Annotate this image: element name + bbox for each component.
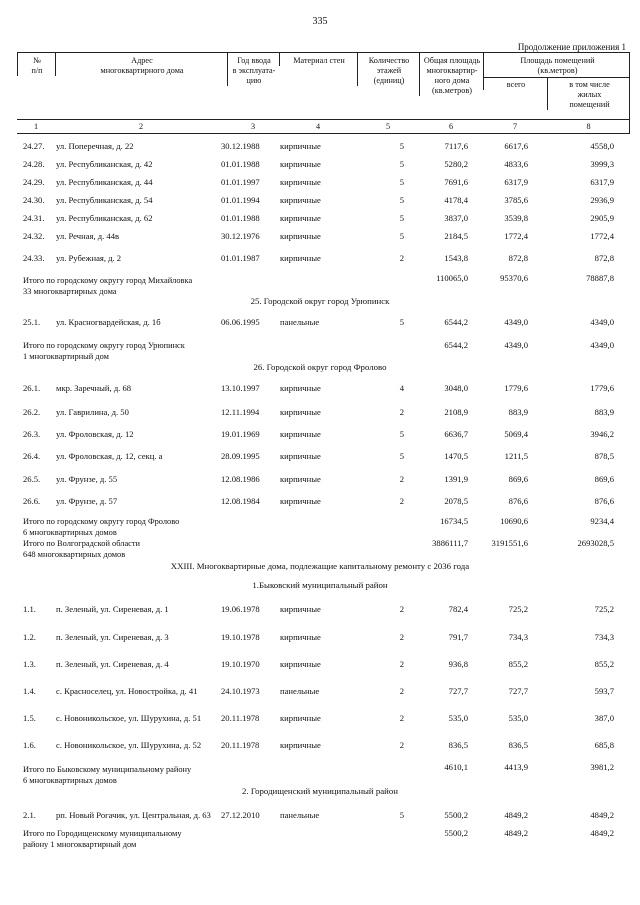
row-number: 24.29. — [23, 177, 45, 187]
row-number: 1.3. — [23, 659, 36, 669]
row-material: кирпичные — [280, 253, 321, 263]
row-total-area: 535,0 — [448, 713, 468, 723]
row-premises-living: 1772,4 — [590, 231, 614, 241]
row-address: ул. Гаврилина, д. 50 — [56, 407, 129, 417]
total-count: 33 многоквартирных дома — [23, 287, 117, 296]
row-address: рп. Новый Рогачик, ул. Центральная, д. 63 — [56, 810, 211, 820]
row-floors: 2 — [399, 253, 404, 263]
row-premises-living: 2905,9 — [590, 213, 614, 223]
row-premises-all: 869,6 — [508, 474, 528, 484]
row-material: кирпичные — [280, 496, 321, 506]
row-premises-living: 855,2 — [594, 659, 614, 669]
row-total-area: 836,5 — [448, 740, 468, 750]
row-total-area: 1470,5 — [444, 451, 468, 461]
row-premises-all: 6317,9 — [504, 177, 528, 187]
row-floors: 5 — [399, 177, 404, 187]
row-material: кирпичные — [280, 231, 321, 241]
total-area: 110065,0 — [436, 273, 468, 283]
col-header-address: Адрес многоквартирного дома — [55, 53, 228, 76]
row-premises-living: 2936,9 — [590, 195, 614, 205]
total-all: 10690,6 — [500, 516, 528, 526]
row-material: кирпичные — [280, 195, 321, 205]
row-premises-all: 4833,6 — [504, 159, 528, 169]
row-premises-living: 872,8 — [594, 253, 614, 263]
page-number: 335 — [312, 16, 328, 27]
row-floors: 5 — [399, 429, 404, 439]
total-all: 3191551,6 — [491, 538, 528, 548]
col-num-1: 1 — [33, 122, 39, 131]
row-address: с. Красноселец, ул. Новостройка, д. 41 — [56, 686, 198, 696]
row-year: 19.01.1969 — [221, 429, 260, 439]
total-area: 16734,5 — [440, 516, 468, 526]
row-floors: 2 — [399, 604, 404, 614]
row-number: 1.4. — [23, 686, 36, 696]
row-material: кирпичные — [280, 713, 321, 723]
row-number: 24.31. — [23, 213, 45, 223]
row-address: ул. Фроловская, д. 12 — [56, 429, 134, 439]
row-number: 1.6. — [23, 740, 36, 750]
row-number: 24.30. — [23, 195, 45, 205]
row-total-area: 1391,9 — [444, 474, 468, 484]
total-label: Итого по Быковскому муниципальному району — [23, 765, 192, 774]
row-floors: 5 — [399, 213, 404, 223]
row-floors: 2 — [399, 659, 404, 669]
row-address: ул. Поперечная, д. 22 — [56, 141, 134, 151]
row-premises-living: 883,9 — [594, 407, 614, 417]
continuation-label: Продолжение приложения 1 — [517, 42, 626, 52]
col-num-3: 3 — [250, 122, 256, 131]
total-living: 2693028,5 — [577, 538, 614, 548]
col-num-2: 2 — [138, 122, 144, 131]
total-count: 6 многоквартирных домов — [23, 528, 117, 537]
total-living: 3981,2 — [590, 762, 614, 772]
col-num-4: 4 — [315, 122, 321, 131]
col-header-num: № п/п — [17, 53, 56, 76]
row-premises-all: 3539,8 — [504, 213, 528, 223]
row-premises-all: 1211,5 — [504, 451, 528, 461]
row-premises-all: 876,6 — [508, 496, 528, 506]
col-num-6: 6 — [448, 122, 454, 131]
row-number: 24.32. — [23, 231, 45, 241]
row-premises-living: 3999,3 — [590, 159, 614, 169]
col-num-8: 8 — [586, 122, 591, 131]
total-bykovsky — [23, 764, 191, 786]
row-year: 12.08.1986 — [221, 474, 260, 484]
row-address: ул. Республиканская, д. 42 — [56, 159, 153, 169]
row-floors: 5 — [399, 141, 404, 151]
row-material: панельные — [280, 317, 320, 327]
row-floors: 4 — [399, 383, 404, 393]
col-header-year: Год ввода в эксплуата- цию — [227, 53, 280, 86]
row-floors: 2 — [399, 407, 404, 417]
row-premises-living: 593,7 — [594, 686, 614, 696]
total-frolovo — [23, 516, 179, 538]
row-premises-all: 725,2 — [508, 604, 528, 614]
row-total-area: 5500,2 — [444, 810, 468, 820]
row-premises-all: 872,8 — [508, 253, 528, 263]
table-header — [17, 52, 630, 134]
row-year: 01.01.1988 — [221, 159, 260, 169]
row-address: ул. Республиканская, д. 44 — [56, 177, 153, 187]
row-year: 30.12.1988 — [221, 141, 260, 151]
row-premises-all: 4849,2 — [504, 810, 528, 820]
row-total-area: 2184,5 — [444, 231, 468, 241]
row-material: кирпичные — [280, 429, 321, 439]
row-floors: 5 — [399, 317, 404, 327]
row-year: 19.10.1970 — [221, 659, 260, 669]
row-material: кирпичные — [280, 604, 321, 614]
row-premises-all: 6617,6 — [504, 141, 528, 151]
total-count: 648 многоквартирных домов — [23, 550, 126, 559]
row-premises-all: 5069,4 — [504, 429, 528, 439]
row-number: 26.3. — [23, 429, 41, 439]
row-number: 1.1. — [23, 604, 36, 614]
row-year: 12.08.1984 — [221, 496, 260, 506]
row-material: панельные — [280, 686, 320, 696]
header-right-border — [629, 53, 630, 133]
row-premises-all: 855,2 — [508, 659, 528, 669]
row-total-area: 7117,6 — [444, 141, 468, 151]
row-year: 01.01.1994 — [221, 195, 260, 205]
total-volgograd — [23, 538, 140, 560]
row-premises-all: 1779,6 — [504, 383, 528, 393]
row-year: 19.10.1978 — [221, 632, 260, 642]
row-year: 28.09.1995 — [221, 451, 260, 461]
section-gorodishchensky: 2. Городищенский муниципальный район — [242, 786, 398, 796]
row-total-area: 2108,9 — [444, 407, 468, 417]
total-living: 4849,2 — [590, 828, 614, 838]
row-premises-living: 6317,9 — [590, 177, 614, 187]
row-address: ул. Речная, д. 44в — [56, 231, 120, 241]
total-label: Итого по городскому округу город Фролово — [23, 517, 180, 526]
row-number: 2.1. — [23, 810, 36, 820]
row-premises-all: 1772,4 — [504, 231, 528, 241]
header-divider — [483, 77, 630, 78]
row-address: ул. Республиканская, д. 62 — [56, 213, 153, 223]
row-address: с. Новоникольское, ул. Шурухина, д. 51 — [56, 713, 202, 723]
row-total-area: 791,7 — [448, 632, 468, 642]
col-num-7: 7 — [512, 122, 518, 131]
row-floors: 2 — [399, 713, 404, 723]
row-floors: 2 — [399, 740, 404, 750]
row-floors: 5 — [399, 451, 404, 461]
row-total-area: 7691,6 — [444, 177, 468, 187]
row-year: 12.11.1994 — [221, 407, 260, 417]
row-address: ул. Фроловская, д. 12, секц. а — [56, 451, 163, 461]
total-all: 4349,0 — [504, 340, 528, 350]
row-address: ул. Республиканская, д. 54 — [56, 195, 153, 205]
row-number: 24.27. — [23, 141, 45, 151]
row-total-area: 5280,2 — [444, 159, 468, 169]
row-premises-living: 734,3 — [594, 632, 614, 642]
row-material: кирпичные — [280, 632, 321, 642]
row-address: п. Зеленый, ул. Сиреневая, д. 4 — [56, 659, 169, 669]
row-address: п. Зеленый, ул. Сиреневая, д. 3 — [56, 632, 169, 642]
row-floors: 5 — [399, 231, 404, 241]
row-address: мкр. Заречный, д. 68 — [56, 383, 132, 393]
row-number: 26.5. — [23, 474, 41, 484]
row-year: 27.12.2010 — [221, 810, 260, 820]
total-label: Итого по Волгоградской области — [23, 539, 141, 548]
row-address: ул. Красногвардейская, д. 1б — [56, 317, 161, 327]
total-label: Итого по Городищенскому муниципальному — [23, 829, 182, 838]
row-number: 1.2. — [23, 632, 36, 642]
row-material: кирпичные — [280, 159, 321, 169]
total-all: 4413,9 — [504, 762, 528, 772]
row-number: 26.2. — [23, 407, 41, 417]
total-area: 4610,1 — [444, 762, 468, 772]
row-year: 01.01.1987 — [221, 253, 260, 263]
row-total-area: 1543,8 — [444, 253, 468, 263]
total-count: 1 многоквартирный дом — [23, 352, 109, 361]
total-label: Итого по городскому округу город Михайловка — [23, 276, 193, 285]
row-premises-all: 3785,6 — [504, 195, 528, 205]
row-premises-living: 4849,2 — [590, 810, 614, 820]
total-area: 6544,2 — [444, 340, 468, 350]
total-mikhailovka — [23, 275, 192, 297]
row-year: 24.10.1973 — [221, 686, 260, 696]
row-number: 25.1. — [23, 317, 41, 327]
row-premises-living: 3946,2 — [590, 429, 614, 439]
row-floors: 2 — [399, 474, 404, 484]
col-num-5: 5 — [385, 122, 391, 131]
row-total-area: 3048,0 — [444, 383, 468, 393]
total-living: 9234,4 — [590, 516, 614, 526]
row-address: ул. Фрунзе, д. 55 — [56, 474, 118, 484]
row-address: ул. Рубежная, д. 2 — [56, 253, 122, 263]
section-bykovsky: 1.Быковский муниципальный район — [252, 580, 388, 590]
row-material: кирпичные — [280, 474, 321, 484]
row-floors: 2 — [399, 496, 404, 506]
total-living: 4349,0 — [590, 340, 614, 350]
row-premises-all: 836,5 — [508, 740, 528, 750]
row-material: кирпичные — [280, 740, 321, 750]
col-header-total-area: Общая площадь многоквартир- ного дома (кв.метров) — [419, 53, 484, 96]
total-uryupinsk — [23, 340, 185, 362]
row-total-area: 727,7 — [448, 686, 468, 696]
row-premises-all: 4349,0 — [504, 317, 528, 327]
row-number: 26.1. — [23, 383, 41, 393]
row-premises-living: 387,0 — [594, 713, 614, 723]
col-header-premises-living: в том числе жилых помещений — [547, 77, 631, 110]
total-area: 3886111,7 — [432, 538, 468, 548]
row-material: кирпичные — [280, 213, 321, 223]
row-total-area: 6636,7 — [444, 429, 468, 439]
row-premises-all: 883,9 — [508, 407, 528, 417]
row-premises-living: 869,6 — [594, 474, 614, 484]
total-label: Итого по городскому округу город Урюпинск — [23, 341, 185, 350]
row-floors: 2 — [399, 686, 404, 696]
col-header-premises-all: всего — [483, 77, 548, 90]
row-year: 20.11.1978 — [221, 713, 260, 723]
row-premises-all: 727,7 — [508, 686, 528, 696]
col-header-floors: Количество этажей (единиц) — [357, 53, 420, 86]
row-year: 30.12.1976 — [221, 231, 260, 241]
section-frolovo: 26. Городской округ город Фролово — [253, 362, 387, 372]
total-all: 95370,6 — [500, 273, 528, 283]
row-year: 13.10.1997 — [221, 383, 260, 393]
row-number: 24.33. — [23, 253, 45, 263]
row-material: панельные — [280, 810, 320, 820]
row-material: кирпичные — [280, 177, 321, 187]
row-material: кирпичные — [280, 407, 321, 417]
row-year: 20.11.1978 — [221, 740, 260, 750]
col-header-material: Материал стен — [279, 53, 358, 66]
row-total-area: 782,4 — [448, 604, 468, 614]
row-total-area: 936,8 — [448, 659, 468, 669]
section-uryupinsk: 25. Городской округ город Урюпинск — [250, 296, 390, 306]
total-living: 78887,8 — [586, 273, 614, 283]
row-material: кирпичные — [280, 141, 321, 151]
row-total-area: 2078,5 — [444, 496, 468, 506]
row-year: 01.01.1988 — [221, 213, 260, 223]
row-floors: 5 — [399, 159, 404, 169]
row-year: 19.06.1978 — [221, 604, 260, 614]
row-premises-living: 1779,6 — [590, 383, 614, 393]
row-year: 01.01.1997 — [221, 177, 260, 187]
row-premises-living: 725,2 — [594, 604, 614, 614]
row-total-area: 4178,4 — [444, 195, 468, 205]
row-premises-living: 685,8 — [594, 740, 614, 750]
total-count: району 1 многоквартирный дом — [23, 840, 137, 849]
row-floors: 5 — [399, 195, 404, 205]
row-address: ул. Фрунзе, д. 57 — [56, 496, 118, 506]
row-premises-all: 535,0 — [508, 713, 528, 723]
row-total-area: 6544,2 — [444, 317, 468, 327]
col-header-premises-group: Площадь помещений (кв.метров) — [483, 53, 631, 78]
row-floors: 2 — [399, 632, 404, 642]
row-premises-living: 4558,0 — [590, 141, 614, 151]
row-premises-all: 734,3 — [508, 632, 528, 642]
row-number: 26.6. — [23, 496, 41, 506]
section-xxiii: XXIII. Многоквартирные дома, подлежащие капитальному ремонту с 2036 года — [170, 561, 470, 571]
row-floors: 5 — [399, 810, 404, 820]
row-premises-living: 4349,0 — [590, 317, 614, 327]
row-number: 1.5. — [23, 713, 36, 723]
header-num-divider — [17, 119, 630, 120]
total-area: 5500,2 — [444, 828, 468, 838]
row-total-area: 3837,0 — [444, 213, 468, 223]
row-year: 06.06.1995 — [221, 317, 260, 327]
total-all: 4849,2 — [504, 828, 528, 838]
row-material: кирпичные — [280, 659, 321, 669]
row-material: кирпичные — [280, 383, 321, 393]
row-premises-living: 878,5 — [594, 451, 614, 461]
row-number: 26.4. — [23, 451, 41, 461]
row-material: кирпичные — [280, 451, 321, 461]
row-address: с. Новоникольское, ул. Шурухина, д. 52 — [56, 740, 202, 750]
row-address: п. Зеленый, ул. Сиреневая, д. 1 — [56, 604, 169, 614]
row-number: 24.28. — [23, 159, 45, 169]
total-count: 6 многоквартирных домов — [23, 776, 117, 785]
total-gorodishchensky — [23, 828, 182, 850]
row-premises-living: 876,6 — [594, 496, 614, 506]
